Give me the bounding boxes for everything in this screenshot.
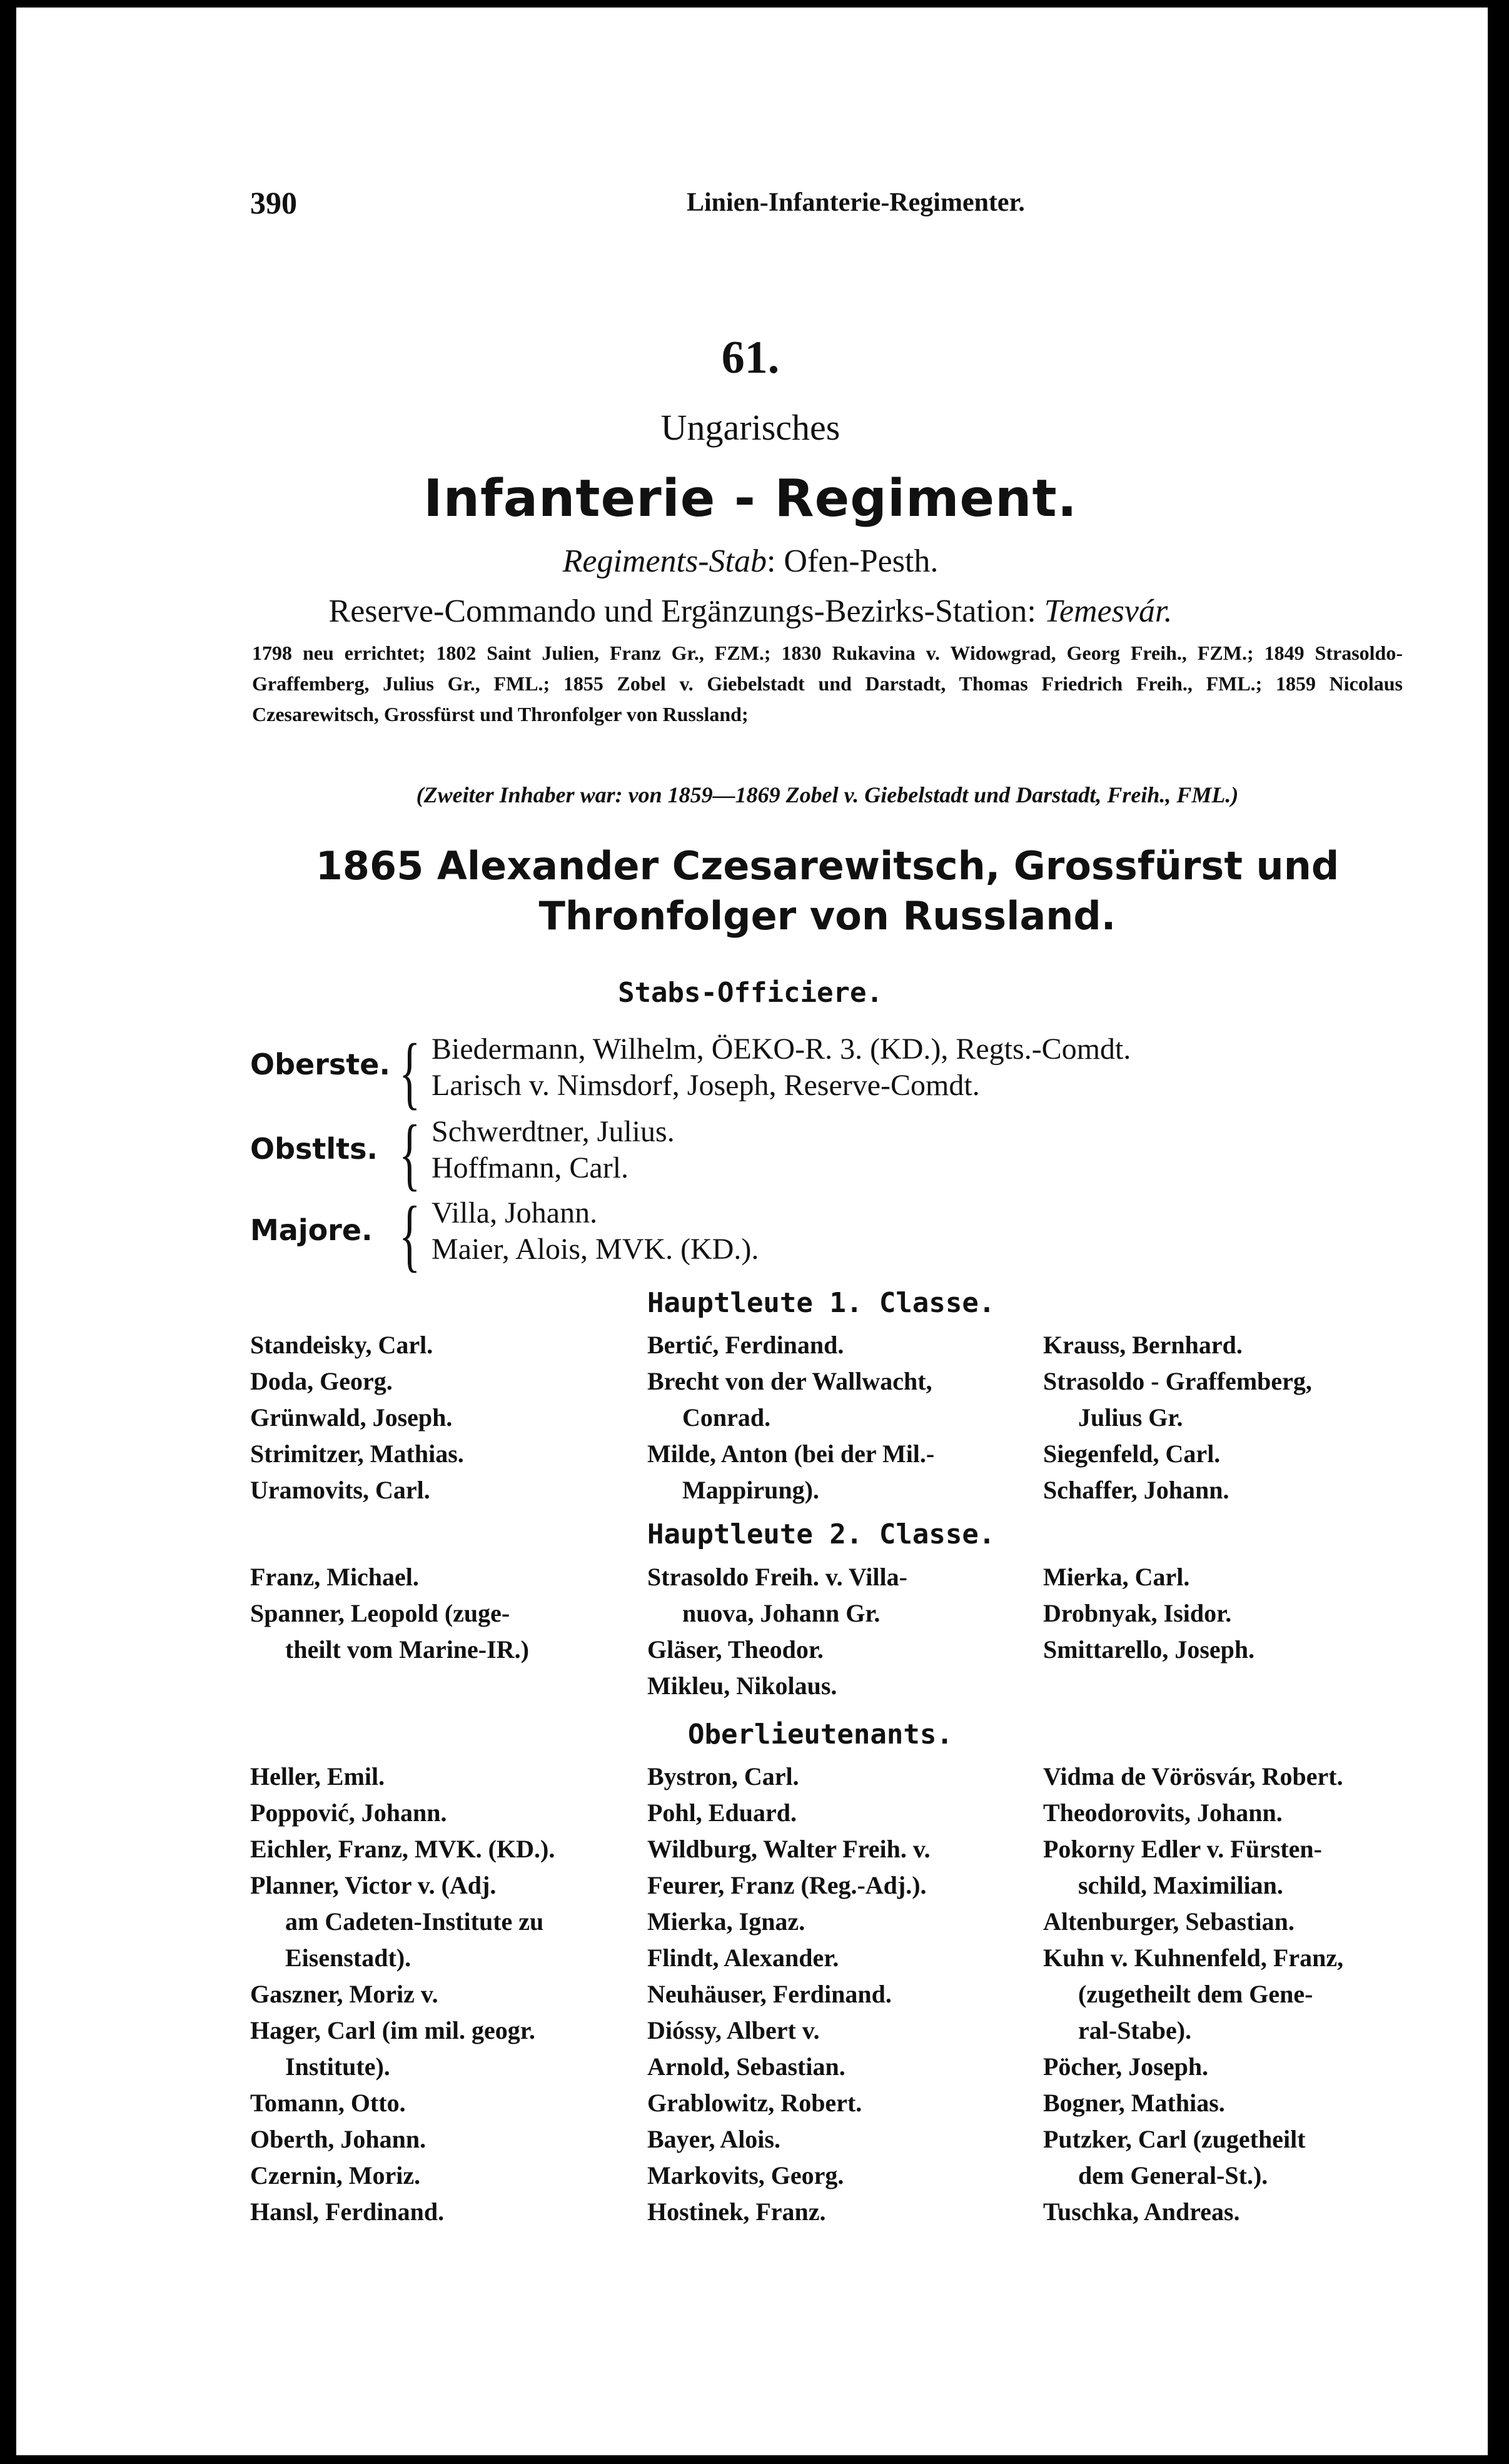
list-item: Altenburger, Sebastian. [1043, 1907, 1295, 1936]
list-item: Mierka, Carl. [1043, 1563, 1190, 1591]
list-item: Mappirung). [682, 1476, 819, 1504]
list-item: Schaffer, Johann. [1043, 1476, 1229, 1504]
hauptleute2-col2 [647, 1559, 907, 1704]
hauptleute1-title: Hauptleute 1. Classe. [647, 1287, 996, 1319]
oberlieutenants-col1 [250, 1759, 555, 2230]
list-item: Flindt, Alexander. [647, 1944, 839, 1972]
list-item: Putzker, Carl (zugetheilt [1043, 2125, 1306, 2153]
list-item: Wildburg, Walter Freih. v. [647, 1835, 931, 1863]
scan-border-bottom [0, 2455, 1509, 2464]
brace-glyph: { [399, 1109, 421, 1199]
scan-border-right [1488, 0, 1509, 2464]
list-item: Strimitzer, Mathias. [250, 1440, 464, 1468]
hauptleute1-col1 [250, 1327, 464, 1508]
list-item: Mierka, Ignaz. [647, 1907, 805, 1936]
list-item: ral-Stabe). [1078, 2016, 1192, 2044]
reserve-label: Reserve-Commando und Ergänzungs-Bezirks-Station: [328, 593, 1036, 629]
list-item: Markovits, Georg. [647, 2161, 844, 2189]
list-item: Eichler, Franz, MVK. (KD.). [250, 1835, 555, 1863]
list-item: Smittarello, Joseph. [1043, 1635, 1255, 1664]
list-item: Krauss, Bernhard. [1043, 1331, 1243, 1359]
list-item: Strasoldo Freih. v. Villa- [647, 1563, 907, 1591]
regiment-type: Infanterie - Regiment. [423, 469, 1077, 528]
list-item: Vidma de Vörösvár, Robert. [1043, 1762, 1343, 1790]
owner-headline: 1865 Alexander Czesarewitsch, Grossfürst und Thronfolger von Russland. [315, 843, 1340, 939]
officer-name: Schwerdtner, Julius. [432, 1115, 675, 1148]
list-item: Theodorovits, Johann. [1043, 1799, 1283, 1827]
officer-name: Biedermann, Wilhelm, ÖEKO-R. 3. (KD.), Regts.-Comdt. [432, 1033, 1131, 1066]
reserve-value: Temesvár. [1044, 593, 1173, 629]
list-item: Eisenstadt). [285, 1944, 411, 1972]
list-item: Spanner, Leopold (zuge- [250, 1599, 510, 1627]
list-item: Planner, Victor v. (Adj. [250, 1871, 497, 1899]
list-item: Institute). [285, 2052, 390, 2081]
list-item: Pohl, Eduard. [647, 1799, 797, 1827]
list-item: Czernin, Moriz. [250, 2161, 421, 2189]
list-item: Tomann, Otto. [250, 2089, 406, 2117]
list-item: Kuhn v. Kuhnenfeld, Franz, [1043, 1944, 1344, 1972]
list-item: Strasoldo - Graffemberg, [1043, 1367, 1312, 1395]
list-item: nuova, Johann Gr. [682, 1599, 881, 1627]
list-item: Drobnyak, Isidor. [1043, 1599, 1232, 1627]
list-item: Bystron, Carl. [647, 1762, 799, 1790]
list-item: Franz, Michael. [250, 1563, 419, 1591]
hauptleute2-col3 [1043, 1559, 1254, 1668]
list-item: Bogner, Mathias. [1043, 2089, 1225, 2117]
officer-name: Maier, Alois, MVK. (KD.). [432, 1233, 759, 1266]
list-item: Oberth, Johann. [250, 2125, 426, 2153]
list-item: Tuschka, Andreas. [1043, 2198, 1240, 2226]
officer-name: Larisch v. Nimsdorf, Joseph, Reserve-Comdt. [432, 1069, 980, 1102]
list-item: Grünwald, Joseph. [250, 1403, 453, 1431]
list-item: Arnold, Sebastian. [647, 2052, 845, 2081]
running-title: Linien-Infanterie-Regimenter. [687, 188, 1025, 217]
list-item: Hansl, Ferdinand. [250, 2198, 445, 2226]
regiment-number: 61. [721, 332, 780, 383]
list-item: Brecht von der Wallwacht, [647, 1367, 932, 1395]
list-item: Bayer, Alois. [647, 2125, 780, 2153]
oberlieutenants-title: Oberlieutenants. [688, 1719, 953, 1750]
list-item: Uramovits, Carl. [250, 1476, 430, 1504]
list-item: theilt vom Marine-IR.) [285, 1635, 529, 1664]
list-item: Poppović, Johann. [250, 1799, 447, 1827]
hauptleute1-col3 [1043, 1327, 1312, 1508]
brace-glyph: { [399, 1190, 421, 1280]
list-item: Heller, Emil. [250, 1762, 385, 1790]
second-owner-note: (Zweiter Inhaber war: von 1859—1869 Zobel v. Giebelstadt und Darstadt, Freih., FML.) [416, 782, 1239, 807]
hauptleute1-col2 [647, 1327, 934, 1508]
rank-label: Obstlts. [250, 1132, 378, 1166]
officer-name: Hoffmann, Carl. [432, 1151, 629, 1184]
oberlieutenants-col3 [1043, 1759, 1343, 2230]
list-item: Hager, Carl (im mil. geogr. [250, 2016, 535, 2044]
scan-border-left [0, 0, 16, 2464]
regiment-stab [250, 543, 1251, 580]
list-item: Bertić, Ferdinand. [647, 1331, 844, 1359]
list-item: Standeisky, Carl. [250, 1331, 433, 1359]
list-item: Pöcher, Joseph. [1043, 2052, 1209, 2081]
list-item: Pokorny Edler v. Fürsten- [1043, 1835, 1322, 1863]
stab-label: Regiments-Stab [562, 543, 767, 579]
rank-label: Oberste. [250, 1048, 390, 1081]
hauptleute2-col1 [250, 1559, 529, 1668]
list-item: Conrad. [682, 1403, 771, 1431]
list-item: am Cadeten-Institute zu [285, 1907, 544, 1936]
regiment-history: 1798 neu errichtet; 1802 Saint Julien, Franz Gr., FZM.; 1830 Rukavina v. Widowgrad, Georg Freih., FZM.; 1849 Strasoldo-Graffemberg, Julius Gr., FML.; 1855 Zobel v. Giebelstadt und Darstadt, Thomas Friedrich Freih., FML.; 1859 Nicolaus Czesarewitsch, Grossfürst und Thronfolger von Russland; [252, 642, 1403, 725]
list-item: Neuhäuser, Ferdinand. [647, 1980, 892, 2008]
list-item: (zugetheilt dem Gene- [1078, 1980, 1313, 2008]
list-item: Hostinek, Franz. [647, 2198, 826, 2226]
regiment-nationality: Ungarisches [660, 407, 840, 448]
list-item: schild, Maximilian. [1078, 1871, 1283, 1899]
list-item: Dióssy, Albert v. [647, 2016, 820, 2044]
list-item: Siegenfeld, Carl. [1043, 1440, 1221, 1468]
list-item: Gläser, Theodor. [647, 1635, 824, 1664]
list-item: Grablowitz, Robert. [647, 2089, 862, 2117]
reserve-station [250, 593, 1251, 630]
list-item: Julius Gr. [1078, 1403, 1183, 1431]
brace-glyph: { [399, 1028, 421, 1118]
oberlieutenants-col2 [647, 1759, 931, 2230]
stab-value: : Ofen-Pesth. [766, 543, 939, 579]
list-item: Milde, Anton (bei der Mil.- [647, 1440, 935, 1468]
officer-name: Villa, Johann. [432, 1196, 598, 1229]
rank-label: Majore. [250, 1213, 373, 1247]
list-item: Doda, Georg. [250, 1367, 393, 1395]
list-item: dem General-St.). [1078, 2161, 1268, 2189]
hauptleute2-title: Hauptleute 2. Classe. [647, 1518, 996, 1550]
list-item: Gaszner, Moriz v. [250, 1980, 438, 2008]
page-number: 390 [250, 185, 297, 220]
staff-section-title: Stabs-Officiere. [618, 977, 883, 1009]
list-item: Feurer, Franz (Reg.-Adj.). [647, 1871, 927, 1899]
scan-border-top [0, 0, 1509, 8]
list-item: Mikleu, Nikolaus. [647, 1672, 837, 1700]
